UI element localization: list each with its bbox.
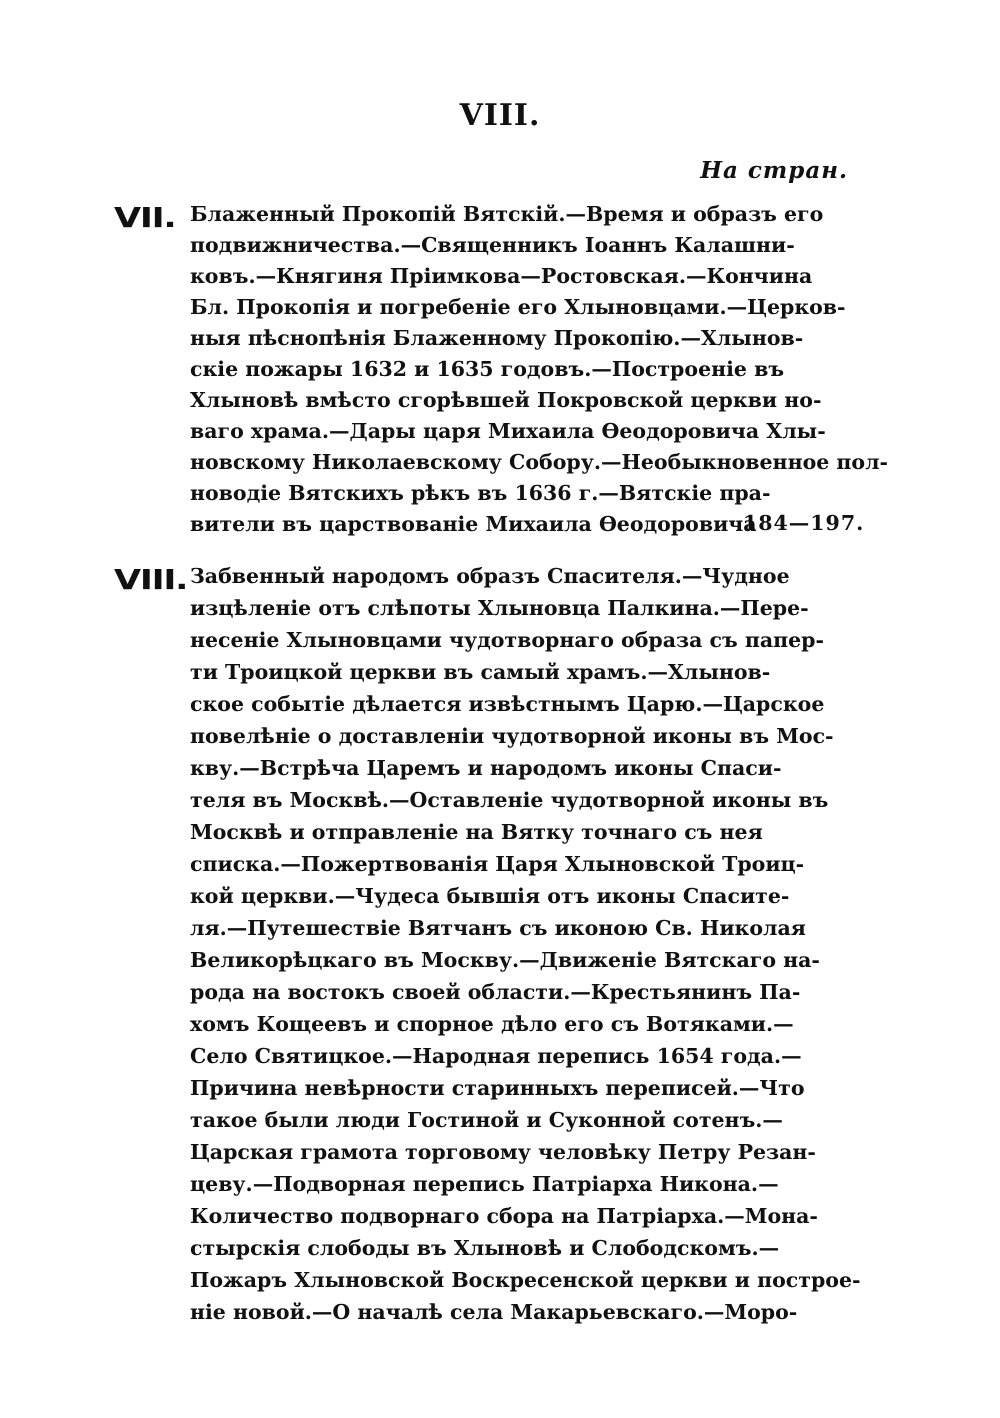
chapter-line: повелѣніе о доставленіи чудотворной иконы въ Мос- — [190, 724, 834, 748]
chapter-line: новскому Николаевскому Собору.—Необыкновенное пол- — [190, 450, 889, 474]
chapter-line: несеніе Хлыновцами чудотворнаго образа съ папер- — [190, 628, 825, 652]
chapter-line: хомъ Кощеевъ и спорное дѣло его съ Вотяками.— — [190, 1012, 794, 1036]
chapter-line: скіе пожары 1632 и 1635 годовъ.—Построеніе въ — [190, 357, 785, 381]
chapter-line: Блаженный Прокопій Вятскій.—Время и образъ его — [190, 202, 824, 226]
chapter-line: ля.—Путешествіе Вятчанъ съ иконою Св. Николая — [190, 916, 806, 940]
chapter-line: Пожаръ Хлыновской Воскресенской церкви и построе- — [190, 1268, 861, 1292]
chapter-line: вители въ царствованіе Михаила Ѳеодоровича — [190, 512, 757, 536]
chapter-line: кву.—Встрѣча Царемъ и народомъ иконы Спаси- — [190, 756, 782, 780]
chapter-line: теля въ Москвѣ.—Оставленіе чудотворной иконы въ — [190, 788, 829, 812]
chapter-line: Забвенный народомъ образъ Спасителя.—Чудное — [190, 564, 790, 588]
chapter-line: новодіе Вятскихъ рѣкъ въ 1636 г.—Вятскіе пра- — [190, 481, 771, 505]
chapter-line: цеву.—Подворная перепись Патріарха Никона.— — [190, 1172, 779, 1196]
page-reference: 184—197. — [743, 511, 865, 535]
chapter-line: ти Троицкой церкви въ самый храмъ.—Хлынов- — [190, 660, 771, 684]
chapter-line: ныя пѣснопѣнія Блаженному Прокопію.—Хлынов- — [190, 326, 804, 350]
chapter-line: изцѣленіе отъ слѣпоты Хлыновца Палкина.—Пере- — [190, 596, 809, 620]
chapter-line: такое были люди Гостиной и Суконной сотенъ.— — [190, 1108, 783, 1132]
chapter-line: ковъ.—Княгиня Пріимкова—Ростовская.—Кончина — [190, 264, 813, 288]
chapter-line: Количество подворнаго сбора на Патріарха.—Мона- — [190, 1204, 818, 1228]
chapter-line: Бл. Прокопія и погребеніе его Хлыновцами.—Церков- — [190, 295, 846, 319]
chapter-numeral: VIII. — [114, 563, 188, 596]
chapter-line: Село Святицкое.—Народная перепись 1654 года.— — [190, 1044, 802, 1068]
chapter-line: Хлыновѣ вмѣсто сгорѣвшей Покровской церкви но- — [190, 388, 822, 412]
chapter-line: кой церкви.—Чудеса бывшія отъ иконы Спасите- — [190, 884, 790, 908]
chapter-line: Великорѣцкаго въ Москву.—Движеніе Вятскаго на- — [190, 948, 820, 972]
chapter-line: Причина невѣрности старинныхъ переписей.—Что — [190, 1076, 805, 1100]
chapter-line: Царская грамота торговому человѣку Петру Резан- — [190, 1140, 816, 1164]
chapter-line: рода на востокъ своей области.—Крестьянинъ Па- — [190, 980, 801, 1004]
chapter-line: ваго храма.—Дары царя Михаила Ѳеодоровича Хлы- — [190, 419, 826, 443]
chapter-numeral: VII. — [114, 201, 176, 234]
page-column-heading: На стран. — [700, 157, 848, 184]
page-number: VIII. — [459, 98, 541, 133]
chapter-line: ское событіе дѣлается извѣстнымъ Царю.—Царское — [190, 692, 825, 716]
chapter-line: подвижничества.—Священникъ Іоаннъ Калашни- — [190, 233, 795, 257]
chapter-line: Москвѣ и отправленіе на Вятку точнаго съ нея — [190, 820, 763, 844]
chapter-line: стырскія слободы въ Хлыновѣ и Слободскомъ.— — [190, 1236, 780, 1260]
chapter-line: ніе новой.—О началѣ села Макарьевскаго.—Моро- — [190, 1300, 798, 1324]
chapter-line: списка.—Пожертвованія Царя Хлыновской Троиц- — [190, 852, 805, 876]
